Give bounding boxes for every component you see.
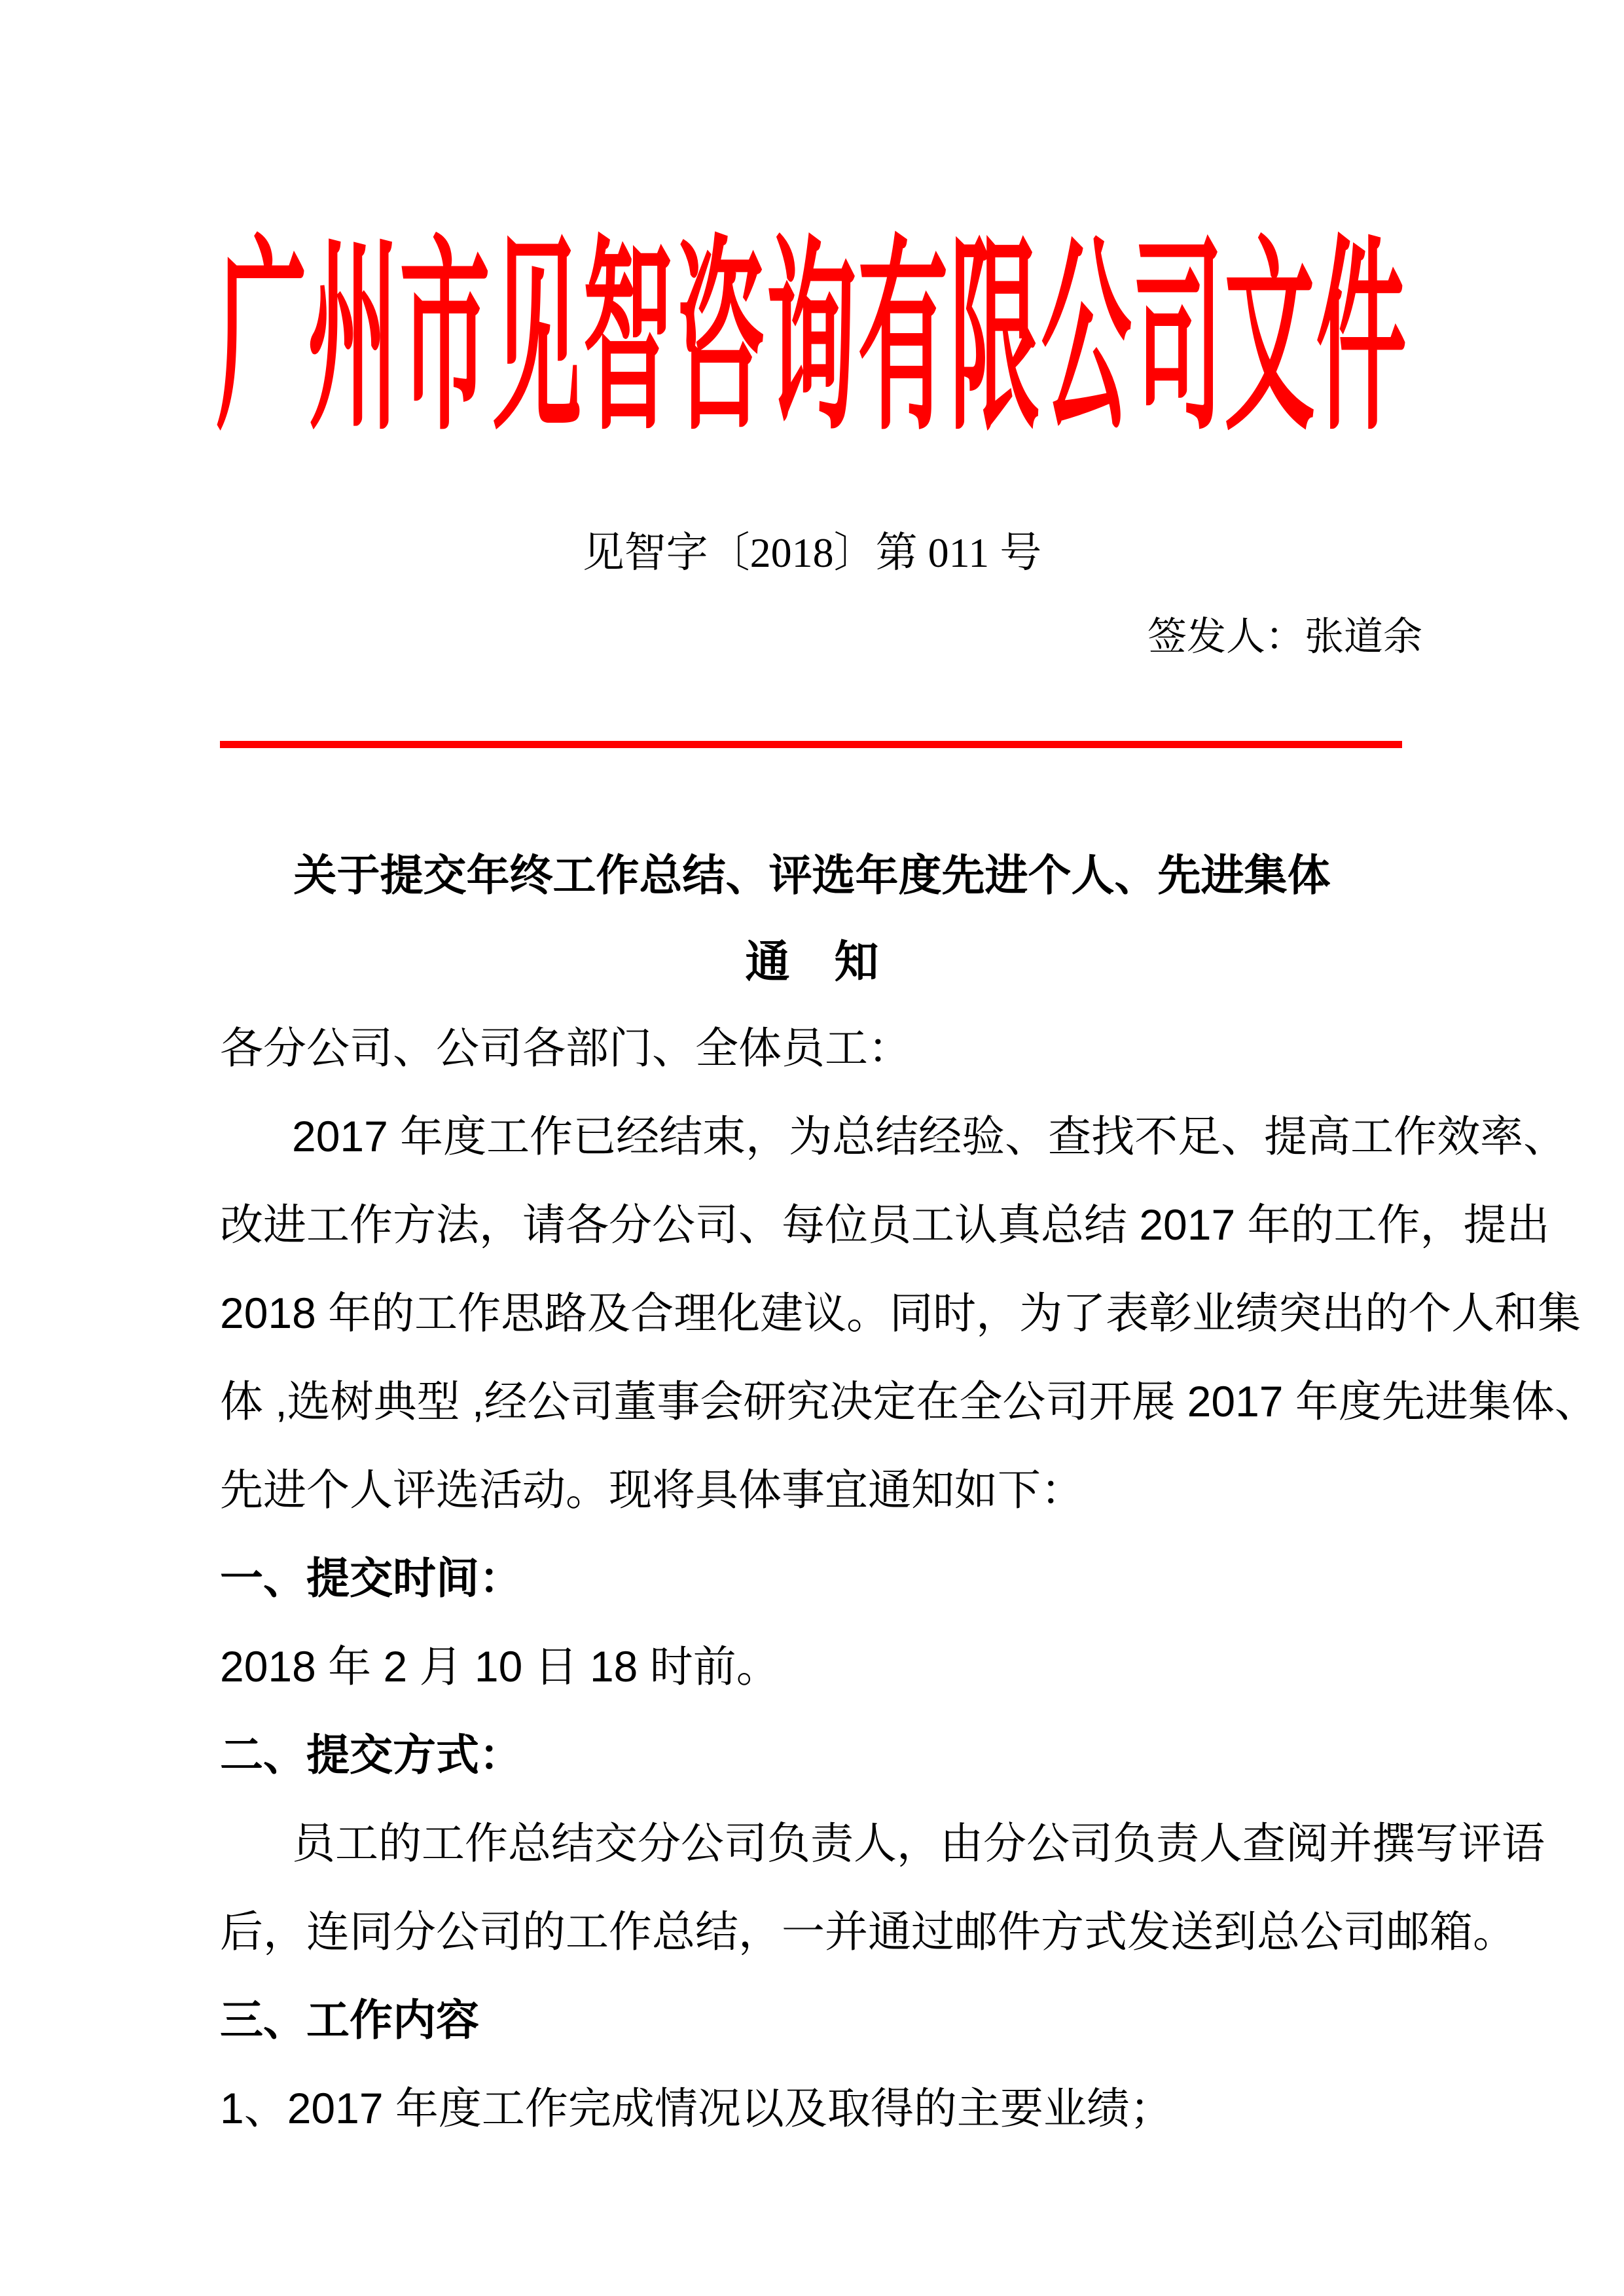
section-heading-1: 一、提交时间： xyxy=(220,1554,522,1602)
notice-subtitle: 通 知 xyxy=(745,937,879,987)
body-line: 2018 年的工作思路及合理化建议。同时，为了表彰业绩突出的个人和集 xyxy=(220,1289,1581,1337)
body-line-salutation: 各分公司、公司各部门、全体员工： xyxy=(220,1024,911,1072)
issuer-label: 签发人： xyxy=(1147,615,1305,658)
letterhead-org-title: 广州市见智咨询有限公司文件 xyxy=(216,224,1408,455)
body-line: 员工的工作总结交分公司负责人，由分公司负责人查阅并撰写评语 xyxy=(292,1819,1545,1867)
body-line: 体 ,选树典型 ,经公司董事会研究决定在全公司开展 2017 年度先进集体、 xyxy=(220,1377,1598,1426)
body-line: 2018 年 2 月 10 日 18 时前。 xyxy=(220,1642,780,1691)
body-line: 2017 年度工作已经结束，为总结经验、查找不足、提高工作效率、 xyxy=(292,1112,1567,1160)
section-heading-3: 三、工作内容 xyxy=(220,1996,479,2044)
red-divider-rule xyxy=(220,741,1402,748)
issuer-name: 张道余 xyxy=(1305,615,1422,658)
notice-title: 关于提交年终工作总结、评选年度先进个人、先进集体 xyxy=(293,851,1331,899)
issuer-line xyxy=(1147,611,1422,663)
document-number: 见智字〔2018〕第 011 号 xyxy=(582,529,1042,576)
section-heading-2: 二、提交方式： xyxy=(220,1731,522,1779)
notice-body xyxy=(220,1004,1598,2153)
body-line: 改进工作方法，请各分公司、每位员工认真总结 2017 年的工作，提出 xyxy=(220,1200,1550,1249)
body-line: 先进个人评选活动。现将具体事宜通知如下： xyxy=(220,1465,1084,1514)
body-line: 后，连同分公司的工作总结，一并通过邮件方式发送到总公司邮箱。 xyxy=(220,1907,1516,1956)
body-line: 1、2017 年度工作完成情况以及取得的主要业绩； xyxy=(220,2084,1173,2132)
